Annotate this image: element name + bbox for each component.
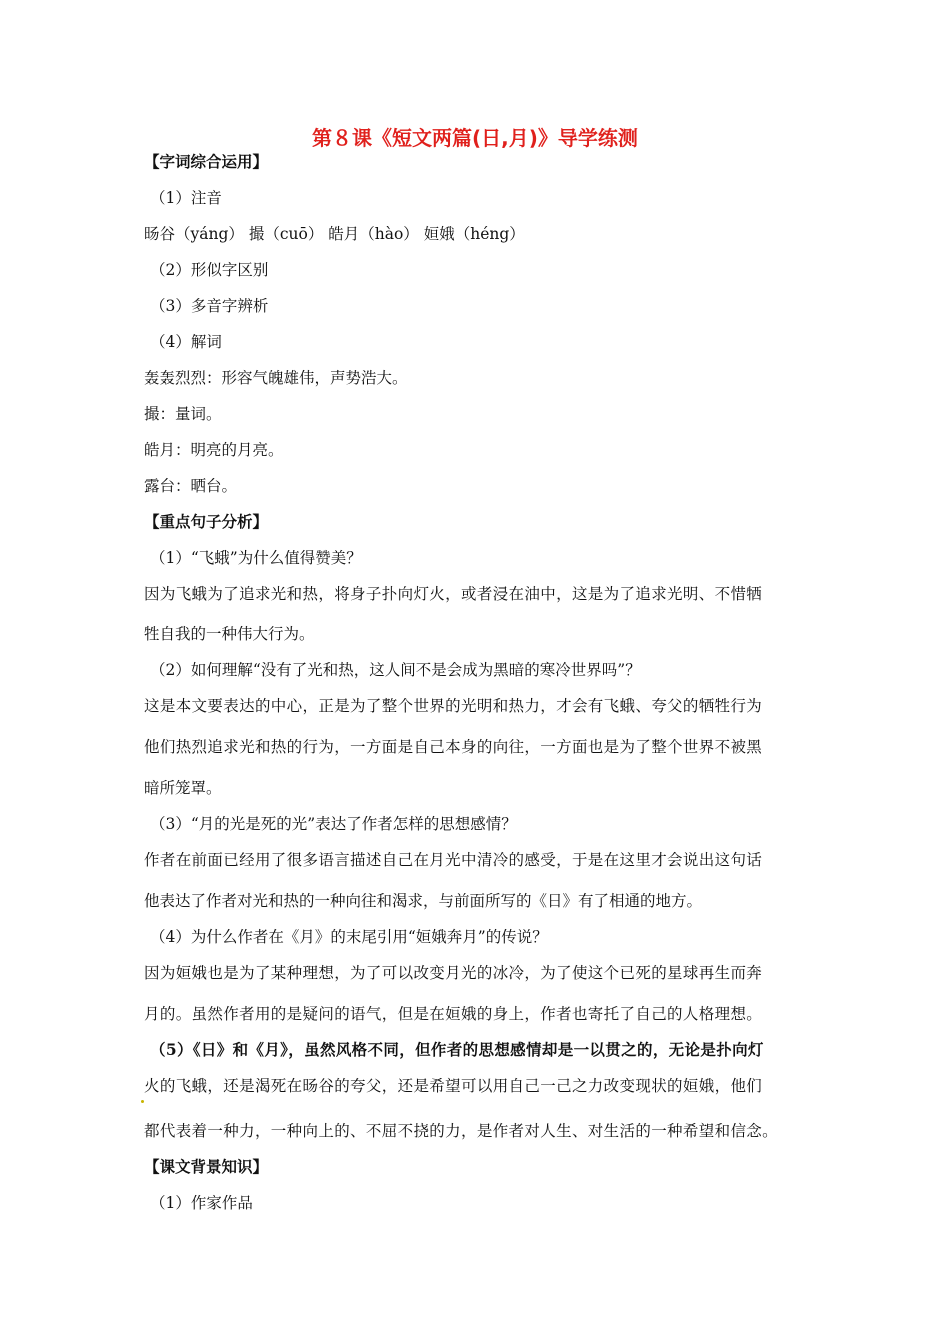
answer-line: 这是本文要表达的中心，正是为了整个世界的光明和热力，才会有飞蛾、夸父的牺牲行为 xyxy=(144,697,763,715)
question-5: （5）《日》和《月》，虽然风格不同，但作者的思想感情却是一以贯之的，无论是扑向灯 xyxy=(150,1040,764,1059)
subheading-polyphonic-characters: （3）多音字辨析 xyxy=(150,297,269,315)
definition-line: 轰轰烈烈：形容气魄雄伟，声势浩大。 xyxy=(144,369,408,387)
answer-line: 月的。虽然作者用的是疑问的语气，但是在姮娥的身上，作者也寄托了自己的人格理想。 xyxy=(144,1005,763,1023)
definition-line: 皓月：明亮的月亮。 xyxy=(144,441,284,459)
section-heading-background: 【课文背景知识】 xyxy=(144,1157,269,1176)
answer-line: 都代表着一种力，一种向上的、不屈不挠的力，是作者对人生、对生活的一种希望和信念。 xyxy=(144,1122,779,1140)
stray-mark-dot xyxy=(141,1100,144,1103)
subheading-pronunciation: （1）注音 xyxy=(150,189,222,207)
answer-line: 因为飞蛾为了追求光和热，将身子扑向灯火，或者浸在油中，这是为了追求光明、不惜牺 xyxy=(144,585,763,603)
question-3: （3）“月的光是死的光”表达了作者怎样的思想感情？ xyxy=(150,815,517,833)
question-2: （2）如何理解“没有了光和热，这人间不是会成为黑暗的寒冷世界吗”？ xyxy=(150,661,641,679)
answer-line: 牲自我的一种伟大行为。 xyxy=(144,625,315,643)
question-1: （1）“飞蛾”为什么值得赞美？ xyxy=(150,549,362,567)
subheading-similar-characters: （2）形似字区别 xyxy=(150,261,269,279)
answer-line: 火的飞蛾，还是渴死在旸谷的夸父，还是希望可以用自己一己之力改变现状的姮娥，他们 xyxy=(144,1077,763,1095)
definition-line: 撮：量词。 xyxy=(144,405,222,423)
answer-line: 暗所笼罩。 xyxy=(144,779,222,797)
document-title: 第８课《短文两篇(日,月)》导学练测 xyxy=(312,126,638,150)
answer-line: 因为姮娥也是为了某种理想，为了可以改变月光的冰冷，为了使这个已死的星球再生而奔 xyxy=(144,964,763,982)
section-heading-vocabulary: 【字词综合运用】 xyxy=(144,152,269,171)
answer-line: 作者在前面已经用了很多语言描述自己在月光中清冷的感受，于是在这里才会说出这句话 xyxy=(144,851,763,869)
answer-line: 他表达了作者对光和热的一种向往和渴求，与前面所写的《日》有了相通的地方。 xyxy=(144,892,703,910)
definition-line: 露台：晒台。 xyxy=(144,477,238,495)
answer-line: 他们热烈追求光和热的行为，一方面是自己本身的向往，一方面也是为了整个世界不被黑 xyxy=(144,738,763,756)
question-4: （4）为什么作者在《月》的末尾引用“姮娥奔月”的传说？ xyxy=(150,928,548,946)
subheading-author-works: （1）作家作品 xyxy=(150,1194,253,1212)
section-heading-key-sentences: 【重点句子分析】 xyxy=(144,512,269,531)
subheading-word-explanation: （4）解词 xyxy=(150,333,222,351)
pronunciation-line: 旸谷（yáng） 撮（cuō） 皓月（hào） 姮娥（héng） xyxy=(144,225,525,243)
